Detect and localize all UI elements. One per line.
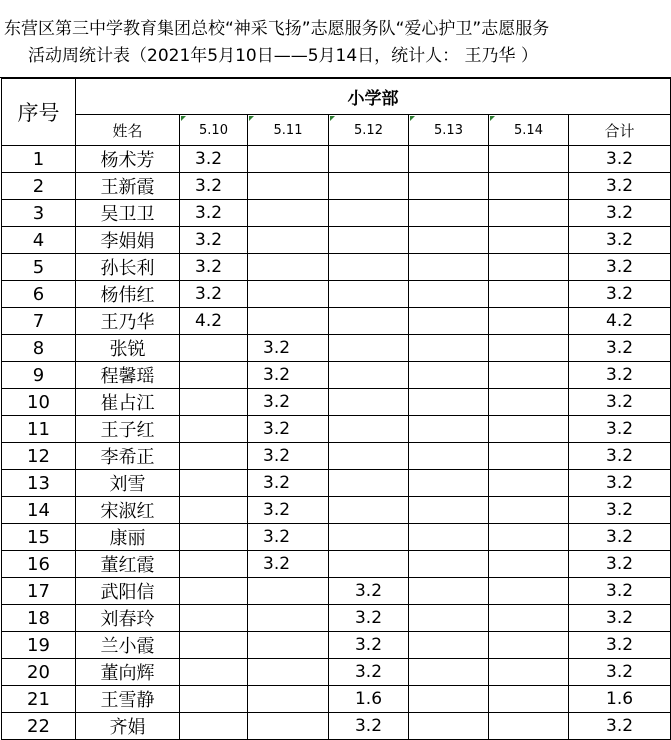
row-total[interactable]: 3.2 bbox=[569, 497, 671, 524]
row-name[interactable]: 董向辉 bbox=[76, 659, 180, 686]
row-value-day-4[interactable] bbox=[409, 713, 489, 740]
row-value-day-4[interactable] bbox=[409, 659, 489, 686]
row-value-day-1[interactable]: 3.2 bbox=[180, 173, 248, 200]
row-total[interactable]: 3.2 bbox=[569, 362, 671, 389]
row-value-day-2[interactable] bbox=[248, 632, 329, 659]
row-total[interactable]: 3.2 bbox=[569, 416, 671, 443]
row-value-day-3[interactable] bbox=[329, 497, 409, 524]
table-row bbox=[2, 497, 671, 524]
table-row bbox=[2, 335, 671, 362]
row-value-day-2[interactable] bbox=[248, 308, 329, 335]
row-value-day-4[interactable] bbox=[409, 362, 489, 389]
row-name[interactable]: 董红霞 bbox=[76, 551, 180, 578]
row-seq[interactable]: 2 bbox=[2, 173, 76, 200]
row-value-day-5[interactable] bbox=[489, 470, 569, 497]
row-value-day-1[interactable] bbox=[180, 578, 248, 605]
row-value-day-1[interactable]: 3.2 bbox=[180, 281, 248, 308]
row-seq[interactable]: 10 bbox=[2, 389, 76, 416]
row-value-day-5[interactable] bbox=[489, 632, 569, 659]
row-value-day-3[interactable] bbox=[329, 335, 409, 362]
row-seq[interactable]: 6 bbox=[2, 281, 76, 308]
table-row bbox=[2, 551, 671, 578]
row-total[interactable]: 3.2 bbox=[569, 443, 671, 470]
row-value-day-1[interactable] bbox=[180, 389, 248, 416]
row-name[interactable]: 崔占江 bbox=[76, 389, 180, 416]
row-total[interactable]: 3.2 bbox=[569, 281, 671, 308]
row-value-day-3[interactable] bbox=[329, 173, 409, 200]
row-value-day-3[interactable] bbox=[329, 254, 409, 281]
row-value-day-1[interactable] bbox=[180, 470, 248, 497]
row-value-day-2[interactable]: 3.2 bbox=[248, 497, 329, 524]
row-value-day-5[interactable] bbox=[489, 686, 569, 713]
row-value-day-5[interactable] bbox=[489, 200, 569, 227]
row-value-day-3[interactable] bbox=[329, 389, 409, 416]
row-value-day-1[interactable] bbox=[180, 551, 248, 578]
row-total[interactable]: 1.6 bbox=[569, 686, 671, 713]
row-value-day-1[interactable] bbox=[180, 497, 248, 524]
table-row bbox=[2, 173, 671, 200]
row-value-day-4[interactable] bbox=[409, 281, 489, 308]
title-line-1: 东营区第三中学教育集团总校“神采飞扬”志愿服务队“爱心护卫”志愿服务 bbox=[4, 19, 550, 39]
table-row bbox=[2, 362, 671, 389]
header-date-4[interactable]: 5.13 bbox=[409, 115, 489, 146]
row-total[interactable]: 4.2 bbox=[569, 308, 671, 335]
row-value-day-3[interactable]: 1.6 bbox=[329, 686, 409, 713]
table-body bbox=[2, 146, 671, 740]
row-value-day-5[interactable] bbox=[489, 389, 569, 416]
table-row bbox=[2, 227, 671, 254]
header-section[interactable]: 小学部 bbox=[76, 79, 671, 115]
row-total[interactable]: 3.2 bbox=[569, 200, 671, 227]
row-name[interactable]: 张锐 bbox=[76, 335, 180, 362]
row-total[interactable]: 3.2 bbox=[569, 146, 671, 173]
row-value-day-4[interactable] bbox=[409, 254, 489, 281]
table-row bbox=[2, 146, 671, 173]
row-value-day-4[interactable] bbox=[409, 578, 489, 605]
row-value-day-1[interactable] bbox=[180, 713, 248, 740]
row-value-day-1[interactable] bbox=[180, 524, 248, 551]
row-value-day-3[interactable] bbox=[329, 200, 409, 227]
row-value-day-4[interactable] bbox=[409, 443, 489, 470]
table-row bbox=[2, 578, 671, 605]
row-value-day-1[interactable] bbox=[180, 686, 248, 713]
row-value-day-5[interactable] bbox=[489, 416, 569, 443]
row-value-day-2[interactable]: 3.2 bbox=[248, 416, 329, 443]
row-value-day-5[interactable] bbox=[489, 713, 569, 740]
row-value-day-2[interactable]: 3.2 bbox=[248, 443, 329, 470]
row-name[interactable]: 王乃华 bbox=[76, 308, 180, 335]
row-value-day-1[interactable] bbox=[180, 632, 248, 659]
row-name[interactable]: 杨伟红 bbox=[76, 281, 180, 308]
row-total[interactable]: 3.2 bbox=[569, 389, 671, 416]
row-seq[interactable]: 21 bbox=[2, 686, 76, 713]
row-value-day-5[interactable] bbox=[489, 605, 569, 632]
row-name[interactable]: 刘雪 bbox=[76, 470, 180, 497]
row-seq[interactable]: 17 bbox=[2, 578, 76, 605]
row-value-day-4[interactable] bbox=[409, 389, 489, 416]
row-seq[interactable]: 9 bbox=[2, 362, 76, 389]
row-name[interactable]: 王子红 bbox=[76, 416, 180, 443]
row-seq[interactable]: 18 bbox=[2, 605, 76, 632]
row-seq[interactable]: 20 bbox=[2, 659, 76, 686]
row-total[interactable]: 3.2 bbox=[569, 335, 671, 362]
row-value-day-2[interactable] bbox=[248, 578, 329, 605]
row-value-day-2[interactable]: 3.2 bbox=[248, 524, 329, 551]
header-date-3[interactable]: 5.12 bbox=[329, 115, 409, 146]
row-value-day-2[interactable]: 3.2 bbox=[248, 470, 329, 497]
row-seq[interactable]: 14 bbox=[2, 497, 76, 524]
row-seq[interactable]: 8 bbox=[2, 335, 76, 362]
row-value-day-5[interactable] bbox=[489, 227, 569, 254]
row-value-day-3[interactable] bbox=[329, 551, 409, 578]
row-name[interactable]: 宋淑红 bbox=[76, 497, 180, 524]
row-value-day-3[interactable]: 3.2 bbox=[329, 632, 409, 659]
row-value-day-2[interactable] bbox=[248, 281, 329, 308]
row-value-day-3[interactable]: 3.2 bbox=[329, 713, 409, 740]
row-total[interactable]: 3.2 bbox=[569, 605, 671, 632]
row-value-day-4[interactable] bbox=[409, 551, 489, 578]
row-value-day-1[interactable] bbox=[180, 416, 248, 443]
row-value-day-3[interactable] bbox=[329, 416, 409, 443]
row-value-day-1[interactable] bbox=[180, 335, 248, 362]
row-value-day-4[interactable] bbox=[409, 335, 489, 362]
table-row bbox=[2, 254, 671, 281]
row-value-day-3[interactable] bbox=[329, 281, 409, 308]
volunteer-stats-table bbox=[1, 78, 671, 740]
row-value-day-2[interactable] bbox=[248, 686, 329, 713]
row-value-day-1[interactable]: 4.2 bbox=[180, 308, 248, 335]
row-value-day-2[interactable] bbox=[248, 254, 329, 281]
row-seq[interactable]: 1 bbox=[2, 146, 76, 173]
row-name[interactable]: 吴卫卫 bbox=[76, 200, 180, 227]
row-value-day-5[interactable] bbox=[489, 497, 569, 524]
row-value-day-3[interactable] bbox=[329, 308, 409, 335]
row-seq[interactable]: 12 bbox=[2, 443, 76, 470]
table-row bbox=[2, 416, 671, 443]
row-value-day-2[interactable]: 3.2 bbox=[248, 362, 329, 389]
header-date-1[interactable]: 5.10 bbox=[180, 115, 248, 146]
row-name[interactable]: 兰小霞 bbox=[76, 632, 180, 659]
row-total[interactable]: 3.2 bbox=[569, 470, 671, 497]
row-total[interactable]: 3.2 bbox=[569, 524, 671, 551]
row-value-day-1[interactable] bbox=[180, 605, 248, 632]
row-name[interactable]: 刘春玲 bbox=[76, 605, 180, 632]
table-row bbox=[2, 713, 671, 740]
row-value-day-2[interactable] bbox=[248, 173, 329, 200]
row-total[interactable]: 3.2 bbox=[569, 659, 671, 686]
row-seq[interactable]: 16 bbox=[2, 551, 76, 578]
row-value-day-2[interactable] bbox=[248, 659, 329, 686]
row-seq[interactable]: 3 bbox=[2, 200, 76, 227]
header-name[interactable]: 姓名 bbox=[76, 115, 180, 146]
row-seq[interactable]: 4 bbox=[2, 227, 76, 254]
row-value-day-4[interactable] bbox=[409, 200, 489, 227]
row-total[interactable]: 3.2 bbox=[569, 551, 671, 578]
row-name[interactable]: 王新霞 bbox=[76, 173, 180, 200]
table-row bbox=[2, 659, 671, 686]
table-row bbox=[2, 200, 671, 227]
row-total[interactable]: 3.2 bbox=[569, 632, 671, 659]
row-value-day-4[interactable] bbox=[409, 632, 489, 659]
table-row bbox=[2, 470, 671, 497]
row-value-day-3[interactable] bbox=[329, 146, 409, 173]
row-total[interactable]: 3.2 bbox=[569, 254, 671, 281]
row-value-day-2[interactable] bbox=[248, 605, 329, 632]
title-cell[interactable] bbox=[0, 0, 671, 78]
row-value-day-3[interactable] bbox=[329, 470, 409, 497]
row-value-day-1[interactable]: 3.2 bbox=[180, 200, 248, 227]
row-value-day-5[interactable] bbox=[489, 281, 569, 308]
row-value-day-2[interactable] bbox=[248, 227, 329, 254]
table-row bbox=[2, 281, 671, 308]
row-value-day-5[interactable] bbox=[489, 551, 569, 578]
title-line-2: 活动周统计表（2021年5月10日——5月14日，统计人： 王乃华 ） bbox=[28, 46, 538, 66]
row-value-day-1[interactable] bbox=[180, 659, 248, 686]
row-name[interactable]: 程馨瑶 bbox=[76, 362, 180, 389]
header-date-5[interactable]: 5.14 bbox=[489, 115, 569, 146]
row-seq[interactable]: 15 bbox=[2, 524, 76, 551]
row-seq[interactable]: 22 bbox=[2, 713, 76, 740]
row-name[interactable]: 王雪静 bbox=[76, 686, 180, 713]
row-value-day-2[interactable] bbox=[248, 200, 329, 227]
row-total[interactable]: 3.2 bbox=[569, 578, 671, 605]
row-value-day-5[interactable] bbox=[489, 335, 569, 362]
row-name[interactable]: 武阳信 bbox=[76, 578, 180, 605]
row-value-day-5[interactable] bbox=[489, 578, 569, 605]
row-value-day-1[interactable]: 3.2 bbox=[180, 227, 248, 254]
row-total[interactable]: 3.2 bbox=[569, 227, 671, 254]
row-seq[interactable]: 7 bbox=[2, 308, 76, 335]
row-value-day-5[interactable] bbox=[489, 659, 569, 686]
row-seq[interactable]: 5 bbox=[2, 254, 76, 281]
table-row bbox=[2, 605, 671, 632]
row-total[interactable]: 3.2 bbox=[569, 173, 671, 200]
row-seq[interactable]: 13 bbox=[2, 470, 76, 497]
table-row bbox=[2, 308, 671, 335]
row-value-day-3[interactable]: 3.2 bbox=[329, 578, 409, 605]
row-name[interactable]: 康丽 bbox=[76, 524, 180, 551]
row-value-day-2[interactable]: 3.2 bbox=[248, 335, 329, 362]
row-value-day-1[interactable] bbox=[180, 443, 248, 470]
row-value-day-2[interactable] bbox=[248, 713, 329, 740]
row-value-day-4[interactable] bbox=[409, 416, 489, 443]
row-value-day-2[interactable] bbox=[248, 146, 329, 173]
row-value-day-2[interactable]: 3.2 bbox=[248, 389, 329, 416]
row-value-day-3[interactable]: 3.2 bbox=[329, 659, 409, 686]
row-name[interactable]: 杨术芳 bbox=[76, 146, 180, 173]
row-seq[interactable]: 11 bbox=[2, 416, 76, 443]
table-row bbox=[2, 686, 671, 713]
header-date-2[interactable]: 5.11 bbox=[248, 115, 329, 146]
row-value-day-3[interactable] bbox=[329, 443, 409, 470]
row-value-day-4[interactable] bbox=[409, 686, 489, 713]
row-value-day-1[interactable]: 3.2 bbox=[180, 254, 248, 281]
row-seq[interactable]: 19 bbox=[2, 632, 76, 659]
row-name[interactable]: 孙长利 bbox=[76, 254, 180, 281]
row-value-day-4[interactable] bbox=[409, 470, 489, 497]
row-name[interactable]: 李娟娟 bbox=[76, 227, 180, 254]
row-value-day-5[interactable] bbox=[489, 173, 569, 200]
row-value-day-3[interactable]: 3.2 bbox=[329, 605, 409, 632]
row-value-day-5[interactable] bbox=[489, 146, 569, 173]
table-row bbox=[2, 443, 671, 470]
row-value-day-5[interactable] bbox=[489, 443, 569, 470]
row-value-day-3[interactable] bbox=[329, 227, 409, 254]
row-name[interactable]: 齐娟 bbox=[76, 713, 180, 740]
row-total[interactable]: 3.2 bbox=[569, 713, 671, 740]
row-value-day-3[interactable] bbox=[329, 362, 409, 389]
row-name[interactable]: 李希正 bbox=[76, 443, 180, 470]
row-value-day-4[interactable] bbox=[409, 524, 489, 551]
row-value-day-3[interactable] bbox=[329, 524, 409, 551]
header-seq[interactable]: 序号 bbox=[2, 79, 76, 146]
row-value-day-4[interactable] bbox=[409, 227, 489, 254]
row-value-day-1[interactable] bbox=[180, 362, 248, 389]
row-value-day-5[interactable] bbox=[489, 524, 569, 551]
row-value-day-5[interactable] bbox=[489, 254, 569, 281]
row-value-day-4[interactable] bbox=[409, 146, 489, 173]
row-value-day-5[interactable] bbox=[489, 362, 569, 389]
row-value-day-1[interactable]: 3.2 bbox=[180, 146, 248, 173]
row-value-day-4[interactable] bbox=[409, 497, 489, 524]
table-row bbox=[2, 524, 671, 551]
header-total[interactable]: 合计 bbox=[569, 115, 671, 146]
row-value-day-4[interactable] bbox=[409, 605, 489, 632]
row-value-day-4[interactable] bbox=[409, 173, 489, 200]
row-value-day-4[interactable] bbox=[409, 308, 489, 335]
row-value-day-5[interactable] bbox=[489, 308, 569, 335]
table-row bbox=[2, 632, 671, 659]
table-row bbox=[2, 389, 671, 416]
row-value-day-2[interactable]: 3.2 bbox=[248, 551, 329, 578]
